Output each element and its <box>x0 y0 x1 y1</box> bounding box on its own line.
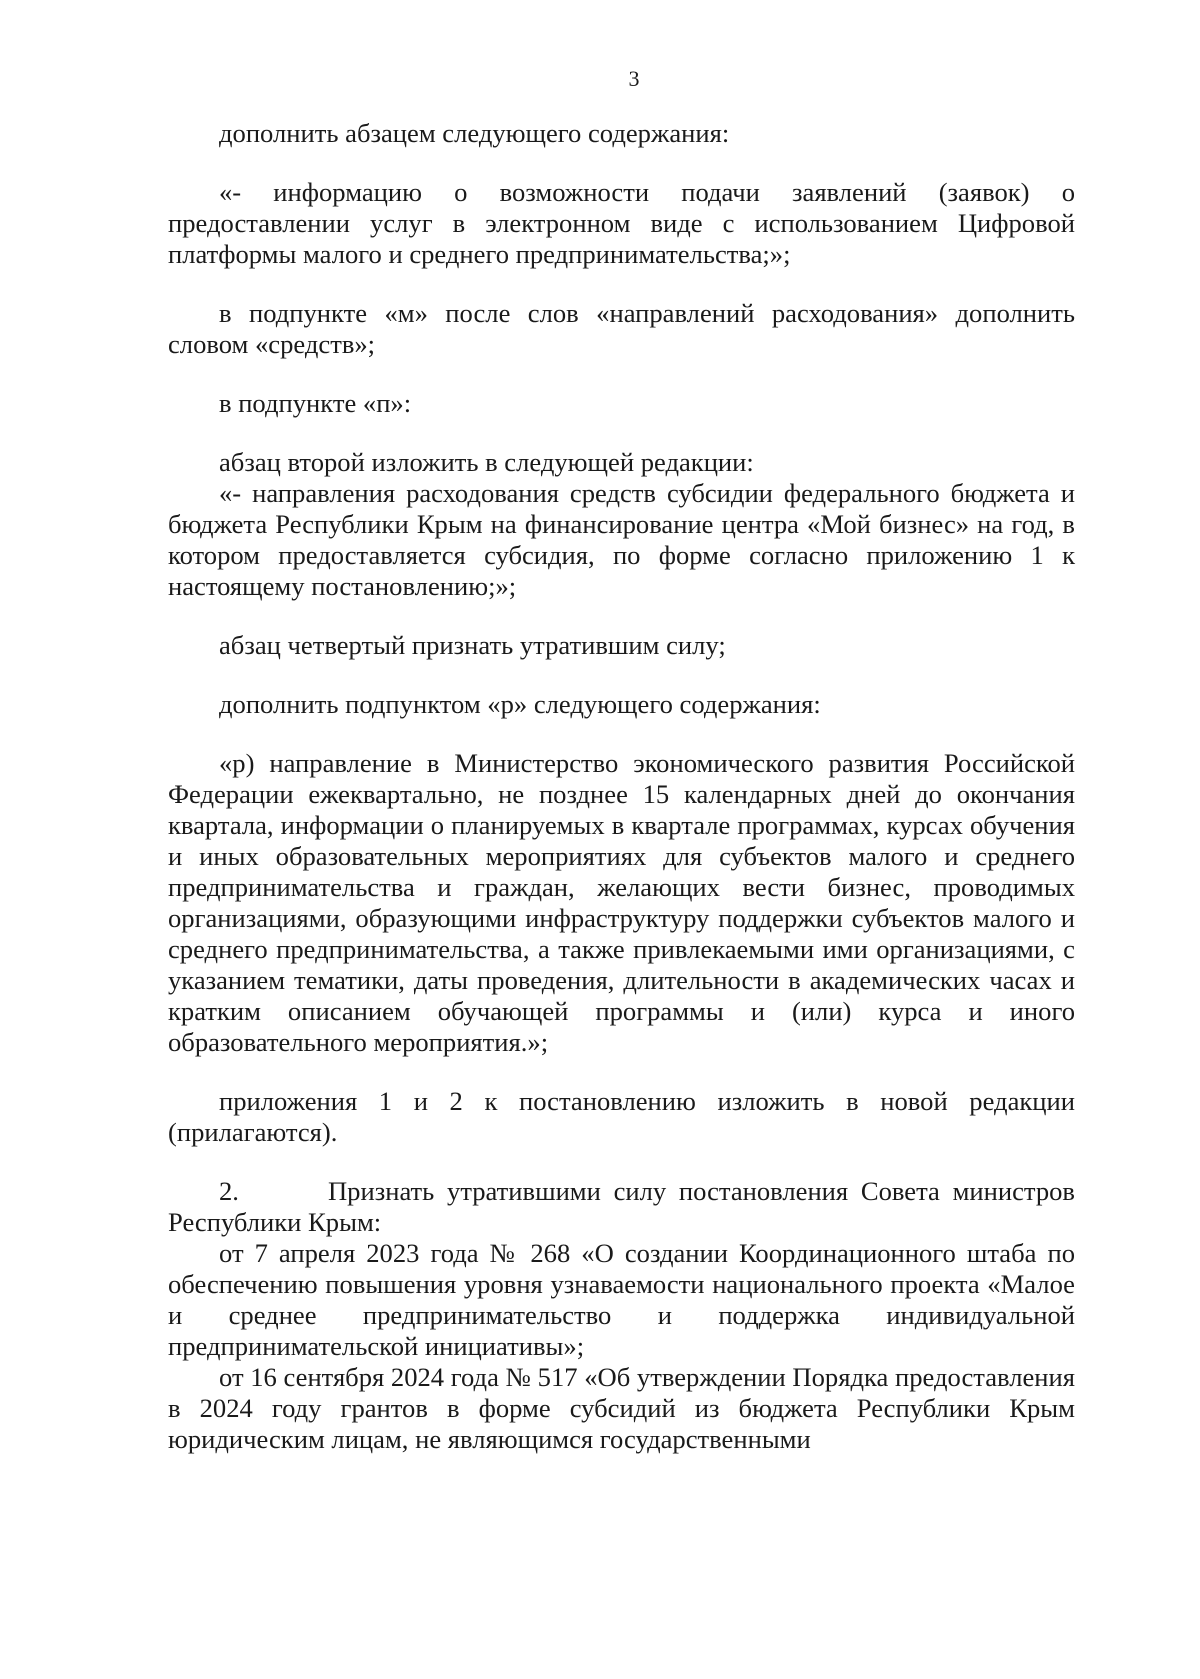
paragraph-electronic-services: «- информацию о возможности подачи заявлений (заявок) о предоставлении услуг в электронном виде с использованием Цифровой платформы малого и среднего предпринимательства;»; <box>168 177 1075 269</box>
paragraph-subpoint-p: в подпункте «п»: <box>219 388 412 418</box>
paragraph-expense-directions: «- направления расходования средств субсидии федерального бюджета и бюджета Республики Крым на финансирование центра «Мой бизнес» на год, в котором предоставляется субсидия, по форме согласно приложению 1 к настоящему постановлению;»; <box>168 478 1075 601</box>
paragraph-abzac-fourth: абзац четвертый признать утратившим силу; <box>219 630 726 660</box>
paragraph-abzac-second: абзац второй изложить в следующей редакции: <box>219 447 754 477</box>
paragraph-resolution-268: от 7 апреля 2023 года № 268 «О создании Координационного штаба по обеспечению повышения уровня узнаваемости национального проекта «Малое и среднее предпринимательство и поддержка индивидуальной предпринимательской инициативы»; <box>168 1238 1075 1361</box>
paragraph-add-subpoint-r: дополнить подпунктом «р» следующего содержания: <box>219 689 821 719</box>
page-number: 3 <box>628 66 640 91</box>
paragraph-appendices: приложения 1 и 2 к постановлению изложить в новой редакции (прилагаются). <box>168 1086 1075 1147</box>
paragraph-subpoint-r-text: «р) направление в Министерство экономического развития Российской Федерации ежеквартально, не позднее 15 календарных дней до окончания квартала, информации о планируемых в квартале программах, курсах обучения и иных образовательных мероприятиях для субъектов малого и среднего предпринимательства и граждан, желающих вести бизнес, проводимых организациями, образующими инфраструктуру поддержки субъектов малого и среднего предпринимательства, а также привлекаемыми ими организациями, с указанием тематики, даты проведения, длительности в академических часах и кратким описанием обучающей программы и (или) курса и иного образовательного мероприятия.»; <box>168 748 1075 1057</box>
paragraph-subpoint-m: в подпункте «м» после слов «направлений расходования» дополнить словом «средств»; <box>168 298 1075 359</box>
paragraph-add-abzac: дополнить абзацем следующего содержания: <box>219 118 730 148</box>
body-text <box>168 118 1075 1455</box>
paragraph-item-2: 2. Признать утратившими силу постановления Совета министров Республики Крым: <box>168 1176 1075 1237</box>
paragraph-resolution-517: от 16 сентября 2024 года № 517 «Об утверждении Порядка предоставления в 2024 году грантов в форме субсидий из бюджета Республики Крым юридическим лицам, не являющимся государственными <box>168 1362 1075 1454</box>
